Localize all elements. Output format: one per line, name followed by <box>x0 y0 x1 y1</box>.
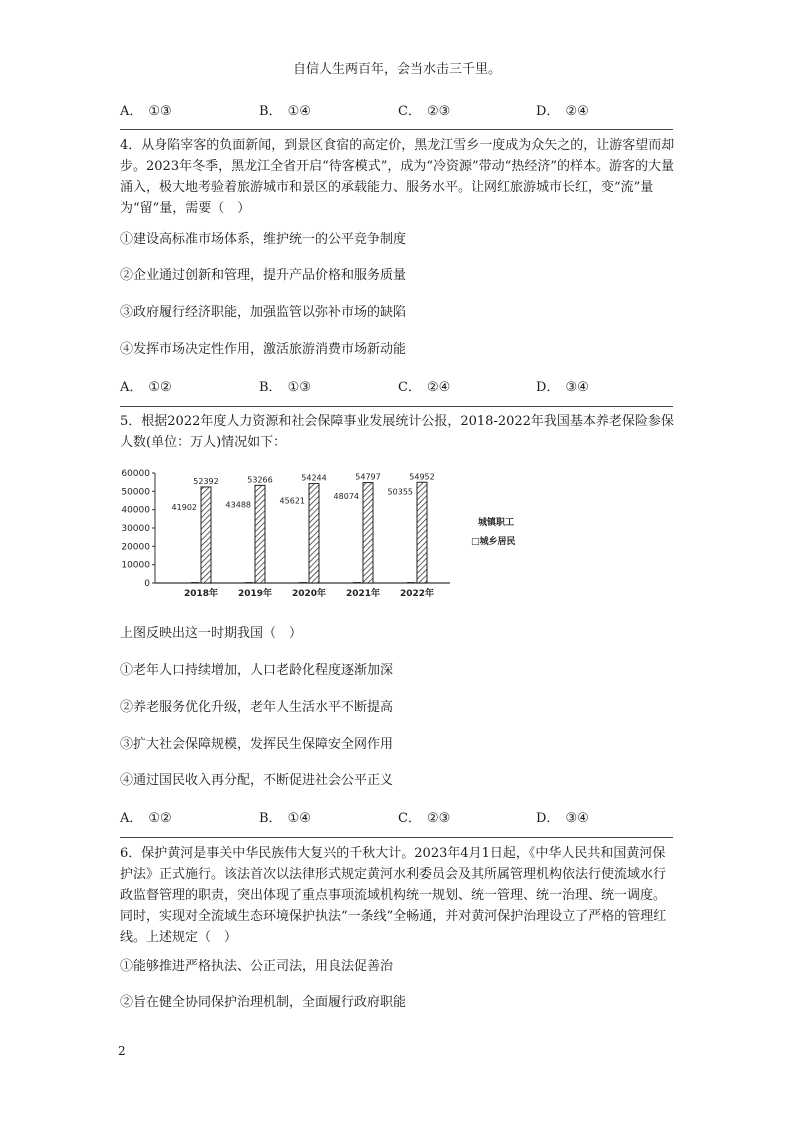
q6-stem: 6．保护黄河是事关中华民族伟大复兴的千秋大计。2023年4月1日起，《中华人民共和国黄河保护法》正式施行。该法首次以法律形式规定黄河水利委员会及其所属管理机构依法行使流域水行政监督管理的职责，突出体现了重点事项流域机构统一规划、统一管理、统一治理、统一调度。同时，实现对全流域生态环境保护执法“一条线”全畅通，并对黄河保护治理设立了严格的管理红线。上述规定（ ） <box>120 846 667 945</box>
y-tick-label: 60000 <box>121 469 150 479</box>
x-tick-label: 2019年 <box>237 589 273 599</box>
q5-option-a[interactable]: A． ①② <box>120 811 172 826</box>
legend-urban-rural-residents: □城乡居民 <box>471 537 516 547</box>
q5-option-c[interactable]: C． ②③ <box>398 811 451 826</box>
data-label-urban-employees: 41902 <box>171 503 197 513</box>
data-label-urban-rural-residents: 53266 <box>247 475 273 485</box>
q4-item-3[interactable]: ③政府履行经济职能，加强监管以弥补市场的缺陷 <box>120 305 407 320</box>
q4-option-d[interactable]: D． ③④ <box>536 380 589 395</box>
q5-item-4[interactable]: ④通过国民收入再分配，不断促进社会公平正义 <box>120 773 394 788</box>
y-tick-label: 50000 <box>121 487 150 498</box>
bar-urban-rural-residents <box>363 483 373 583</box>
y-tick-label: 0 <box>144 579 150 589</box>
data-label-urban-rural-residents: 52392 <box>193 476 219 486</box>
divider <box>120 129 673 130</box>
x-tick-label: 2021年 <box>345 589 381 599</box>
page-number: 2 <box>118 1044 126 1058</box>
q4-stem: 4．从身陷宰客的负面新闻，到景区食宿的高定价，黑龙江雪乡一度成为众矢之的，让游客望而却步。2023年冬季，黑龙江全省开启“待客模式”，成为“冷资源”带动“热经济”的样本。游客的大量涌入，极大地考验着旅游城市和景区的承载能力、服务水平。让网红旅游城市长红，变“流”量为“留”量，需要（ ） <box>120 138 675 216</box>
q6-item-2[interactable]: ②旨在健全协同保护治理机制，全面履行政府职能 <box>120 995 407 1010</box>
divider <box>120 406 673 407</box>
q4-item-4[interactable]: ④发挥市场决定性作用，激活旅游消费市场新动能 <box>120 342 407 357</box>
q3-option-a[interactable]: A． ①③ <box>120 104 172 119</box>
x-tick-label: 2022年 <box>399 589 435 599</box>
y-tick-label: 10000 <box>121 560 150 571</box>
bar-urban-rural-residents <box>201 487 211 583</box>
q5-item-3[interactable]: ③扩大社会保障规模，发挥民生保障安全网作用 <box>120 737 394 752</box>
bar-urban-rural-residents <box>309 484 319 583</box>
y-tick-label: 40000 <box>121 505 150 516</box>
y-tick-label: 30000 <box>121 524 150 534</box>
q4-item-1[interactable]: ①建设高标准市场体系，维护统一的公平竞争制度 <box>120 232 407 247</box>
q5-option-d[interactable]: D． ③④ <box>536 811 589 826</box>
data-label-urban-rural-residents: 54244 <box>301 473 327 483</box>
data-label-urban-employees: 43488 <box>225 500 251 510</box>
q4-item-2[interactable]: ②企业通过创新和管理，提升产品价格和服务质量 <box>120 268 407 283</box>
q4-option-c[interactable]: C． ②④ <box>398 380 451 395</box>
q5-option-b[interactable]: B． ①④ <box>259 811 311 826</box>
divider <box>120 837 673 838</box>
page-header-motto: 自信人生两百年，会当水击三千里。 <box>292 62 501 77</box>
y-tick-label: 20000 <box>121 542 150 553</box>
data-label-urban-rural-residents: 54797 <box>355 472 381 482</box>
bar-urban-rural-residents <box>255 485 265 583</box>
data-label-urban-employees: 48074 <box>333 491 359 501</box>
x-tick-label: 2020年 <box>291 589 327 599</box>
pension-bar-chart <box>115 462 555 612</box>
bar-urban-rural-residents <box>417 482 427 583</box>
q3-option-c[interactable]: C． ②③ <box>398 104 451 119</box>
x-tick-label: 2018年 <box>183 589 219 599</box>
data-label-urban-employees: 45621 <box>279 496 305 506</box>
q4-option-a[interactable]: A． ①② <box>120 380 172 395</box>
data-label-urban-employees: 50355 <box>387 487 413 497</box>
q5-stem: 5．根据2022年度人力资源和社会保障事业发展统计公报，2018-2022年我国基本养老保险参保人数(单位：万人)情况如下： <box>120 414 674 450</box>
q6-item-1[interactable]: ①能够推进严格执法、公正司法，用良法促善治 <box>120 959 394 974</box>
q3-option-b[interactable]: B． ①④ <box>259 104 311 119</box>
legend-urban-employees: 城镇职工 <box>478 518 515 528</box>
q5-question: 上图反映出这一时期我国（ ） <box>120 626 303 641</box>
data-label-urban-rural-residents: 54952 <box>409 472 435 482</box>
q4-option-b[interactable]: B． ①③ <box>259 380 311 395</box>
q5-item-1[interactable]: ①老年人口持续增加，人口老龄化程度逐渐加深 <box>120 663 394 678</box>
q5-item-2[interactable]: ②养老服务优化升级，老年人生活水平不断提高 <box>120 700 394 715</box>
q3-option-d[interactable]: D． ②④ <box>536 104 589 119</box>
